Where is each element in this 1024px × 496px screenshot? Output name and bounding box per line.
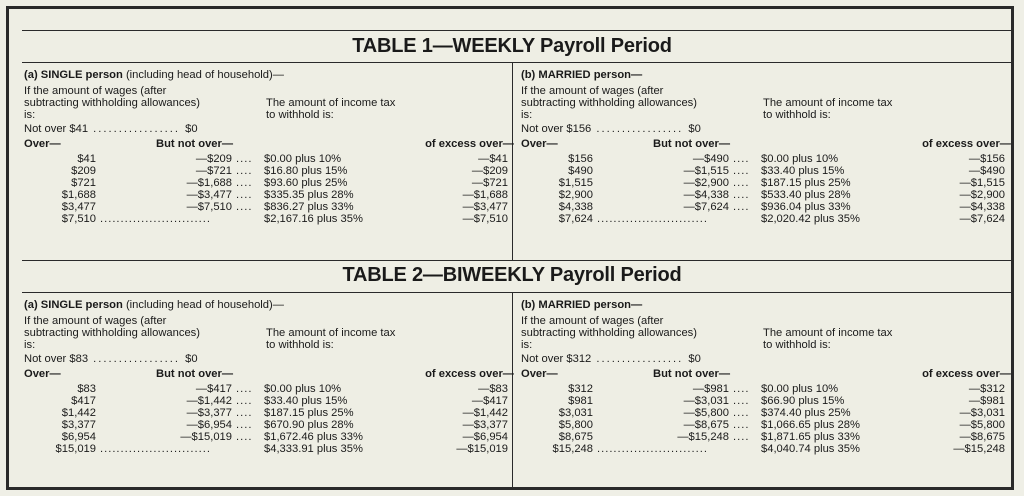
table-row	[24, 395, 514, 407]
table-row	[24, 431, 514, 443]
row-but-not-over: —$8,675	[683, 419, 729, 431]
table-row	[521, 407, 1011, 419]
row-excess: —$981	[968, 395, 1005, 407]
t2-married-wage-label: If the amount of wages (after subtracting withholding allowances) is:	[521, 315, 697, 351]
row-excess: —$417	[471, 395, 508, 407]
table-row	[521, 443, 1011, 455]
row-but-not-over: —$1,515	[683, 165, 729, 177]
row-over: $15,019	[55, 443, 96, 455]
row-over: $3,031	[558, 407, 593, 419]
table1-title: TABLE 1—WEEKLY Payroll Period	[352, 35, 672, 57]
dot-leader: ....	[733, 201, 750, 213]
row-but-not-over: —$417	[195, 383, 232, 395]
t2-single-not-over-tax: $0	[185, 353, 198, 365]
row-excess: —$3,477	[462, 201, 508, 213]
row-but-not-over: —$7,624	[683, 201, 729, 213]
dot-leader: ....	[236, 431, 253, 443]
dot-leader: ....	[236, 407, 253, 419]
table-row	[24, 177, 514, 189]
t1-single-heading-bold: (a) SINGLE person	[24, 69, 123, 81]
t2-single-heading-bold: (a) SINGLE person	[24, 299, 123, 311]
row-excess: —$1,442	[462, 407, 508, 419]
row-tax: $1,871.65 plus 33%	[761, 431, 860, 443]
t2-married-col-over: Over—	[521, 368, 558, 380]
table-row	[24, 383, 514, 395]
row-but-not-over: —$3,031	[683, 395, 729, 407]
table-row	[24, 153, 514, 165]
table-row	[521, 395, 1011, 407]
row-excess: —$3,031	[959, 407, 1005, 419]
dot-leader: ....	[733, 153, 750, 165]
row-excess: —$490	[968, 165, 1005, 177]
row-tax: $93.60 plus 25%	[264, 177, 348, 189]
table-row	[521, 177, 1011, 189]
table-row	[24, 443, 514, 455]
dot-leader: .................	[591, 353, 689, 365]
t2-married-heading-bold: (b) MARRIED person—	[521, 299, 643, 311]
dot-leader: ....	[236, 189, 253, 201]
row-but-not-over: —$15,019	[180, 431, 232, 443]
row-tax: $836.27 plus 33%	[264, 201, 354, 213]
t1-married-not-over-row	[521, 123, 701, 135]
row-but-not-over: —$5,800	[683, 407, 729, 419]
t1-single-tax-label: The amount of income tax to withhold is:	[266, 97, 396, 121]
row-tax: $1,066.65 plus 28%	[761, 419, 860, 431]
dot-leader: ....	[733, 419, 750, 431]
row-but-not-over: —$2,900	[683, 177, 729, 189]
t1-single-col-excess: of excess over—	[425, 138, 514, 150]
table2-title: TABLE 2—BIWEEKLY Payroll Period	[342, 264, 682, 286]
row-over: $3,477	[61, 201, 96, 213]
dot-leader: ...........................	[100, 213, 211, 225]
t2-single-panel	[24, 299, 514, 484]
row-excess: —$1,515	[959, 177, 1005, 189]
dot-leader: ....	[733, 395, 750, 407]
row-over: $721	[71, 177, 96, 189]
t2-married-panel	[521, 299, 1011, 484]
row-over: $417	[71, 395, 96, 407]
row-but-not-over: —$1,442	[186, 395, 232, 407]
row-but-not-over: —$3,377	[186, 407, 232, 419]
row-but-not-over: —$490	[692, 153, 729, 165]
table1-top-rule	[22, 30, 1014, 31]
row-tax: $533.40 plus 28%	[761, 189, 851, 201]
row-excess: —$209	[471, 165, 508, 177]
row-over: $2,900	[558, 189, 593, 201]
t2-married-rows	[521, 383, 1011, 455]
row-tax: $16.80 plus 15%	[264, 165, 348, 177]
row-tax: $1,672.46 plus 33%	[264, 431, 363, 443]
row-excess: —$41	[478, 153, 508, 165]
row-but-not-over: —$721	[195, 165, 232, 177]
table1-title-rule	[22, 62, 1014, 63]
table-row	[24, 419, 514, 431]
row-tax: $66.90 plus 15%	[761, 395, 845, 407]
t1-single-heading-rest: (including head of household)—	[122, 69, 284, 81]
row-but-not-over: —$4,338	[683, 189, 729, 201]
row-but-not-over: —$15,248	[677, 431, 729, 443]
t1-married-heading-bold: (b) MARRIED person—	[521, 69, 643, 81]
row-over: $1,515	[558, 177, 593, 189]
t2-married-not-over-label: Not over $312	[521, 353, 592, 365]
row-but-not-over: —$209	[195, 153, 232, 165]
row-excess: —$6,954	[462, 431, 508, 443]
row-over: $312	[568, 383, 593, 395]
t1-married-heading	[521, 69, 1011, 81]
row-over: $156	[568, 153, 593, 165]
table2-top-rule	[22, 260, 1014, 261]
dot-leader: .................	[88, 353, 186, 365]
dot-leader: .................	[591, 123, 689, 135]
t1-married-tax-label: The amount of income tax to withhold is:	[763, 97, 893, 121]
t1-married-col-over: Over—	[521, 138, 558, 150]
table-row	[521, 189, 1011, 201]
t1-single-heading	[24, 69, 514, 81]
dot-leader: ....	[236, 153, 253, 165]
row-over: $5,800	[558, 419, 593, 431]
row-tax: $187.15 plus 25%	[264, 407, 354, 419]
row-but-not-over: —$3,477	[186, 189, 232, 201]
row-but-not-over: —$6,954	[186, 419, 232, 431]
row-tax: $0.00 plus 10%	[761, 383, 839, 395]
t1-single-not-over-label: Not over $41	[24, 123, 89, 135]
dot-leader: .................	[88, 123, 186, 135]
t2-single-not-over-row	[24, 353, 198, 365]
row-tax: $335.35 plus 28%	[264, 189, 354, 201]
table-row	[24, 201, 514, 213]
row-tax: $2,020.42 plus 35%	[761, 213, 860, 225]
t2-single-heading-rest: (including head of household)—	[122, 299, 284, 311]
row-excess: —$156	[968, 153, 1005, 165]
t1-single-wage-label: If the amount of wages (after subtracting withholding allowances) is:	[24, 85, 200, 121]
t2-married-tax-label: The amount of income tax to withhold is:	[763, 327, 893, 351]
table2-title-rule	[22, 292, 1014, 293]
row-tax: $2,167.16 plus 35%	[264, 213, 363, 225]
t1-single-col-over: Over—	[24, 138, 61, 150]
table-row	[521, 201, 1011, 213]
row-over: $209	[71, 165, 96, 177]
dot-leader: ....	[733, 383, 750, 395]
dot-leader: ....	[236, 165, 253, 177]
t1-married-col-excess: of excess over—	[922, 138, 1011, 150]
row-but-not-over: —$981	[692, 383, 729, 395]
row-excess: —$7,510	[462, 213, 508, 225]
row-tax: $936.04 plus 33%	[761, 201, 851, 213]
t2-married-not-over-row	[521, 353, 701, 365]
table-row	[521, 431, 1011, 443]
t1-single-panel	[24, 69, 514, 254]
row-over: $7,624	[558, 213, 593, 225]
t2-single-col-over: Over—	[24, 368, 61, 380]
t1-single-not-over-row	[24, 123, 198, 135]
row-excess: —$83	[478, 383, 508, 395]
row-tax: $670.90 plus 28%	[264, 419, 354, 431]
row-over: $1,442	[61, 407, 96, 419]
table2-bottom-rule	[22, 489, 1014, 490]
table-row	[521, 153, 1011, 165]
dot-leader: ....	[236, 201, 253, 213]
row-excess: —$4,338	[959, 201, 1005, 213]
row-over: $1,688	[61, 189, 96, 201]
dot-leader: ....	[236, 383, 253, 395]
t2-single-col-but-not-over: But not over—	[156, 368, 234, 380]
dot-leader: ....	[733, 407, 750, 419]
t1-single-col-but-not-over: But not over—	[156, 138, 234, 150]
row-excess: —$15,019	[456, 443, 508, 455]
t2-married-heading	[521, 299, 1011, 311]
t2-single-col-excess: of excess over—	[425, 368, 514, 380]
row-excess: —$3,377	[462, 419, 508, 431]
dot-leader: ....	[733, 189, 750, 201]
dot-leader: ...........................	[597, 443, 708, 455]
row-tax: $187.15 plus 25%	[761, 177, 851, 189]
row-excess: —$7,624	[959, 213, 1005, 225]
row-excess: —$312	[968, 383, 1005, 395]
table-row	[24, 189, 514, 201]
row-tax: $0.00 plus 10%	[761, 153, 839, 165]
table-row	[521, 165, 1011, 177]
t2-married-col-but-not-over: But not over—	[653, 368, 731, 380]
row-excess: —$5,800	[959, 419, 1005, 431]
dot-leader: ....	[733, 165, 750, 177]
t1-married-rows	[521, 153, 1011, 225]
table-row	[24, 407, 514, 419]
t2-married-col-excess: of excess over—	[922, 368, 1011, 380]
t1-married-col-but-not-over: But not over—	[653, 138, 731, 150]
t2-single-not-over-label: Not over $83	[24, 353, 89, 365]
t1-married-not-over-tax: $0	[688, 123, 701, 135]
t2-married-not-over-tax: $0	[688, 353, 701, 365]
row-tax: $0.00 plus 10%	[264, 383, 342, 395]
t1-married-wage-label: If the amount of wages (after subtracting withholding allowances) is:	[521, 85, 697, 121]
t1-married-panel	[521, 69, 1011, 254]
t1-single-rows	[24, 153, 514, 225]
row-but-not-over: —$1,688	[186, 177, 232, 189]
row-tax: $4,333.91 plus 35%	[264, 443, 363, 455]
t1-single-not-over-tax: $0	[185, 123, 198, 135]
row-tax: $33.40 plus 15%	[761, 165, 845, 177]
row-over: $490	[568, 165, 593, 177]
dot-leader: ....	[236, 177, 253, 189]
row-tax: $33.40 plus 15%	[264, 395, 348, 407]
row-excess: —$8,675	[959, 431, 1005, 443]
dot-leader: ....	[733, 431, 750, 443]
dot-leader: ....	[236, 395, 253, 407]
row-tax: $374.40 plus 25%	[761, 407, 851, 419]
dot-leader: ...........................	[597, 213, 708, 225]
row-over: $3,377	[61, 419, 96, 431]
dot-leader: ....	[733, 177, 750, 189]
row-over: $41	[77, 153, 96, 165]
dot-leader: ....	[236, 419, 253, 431]
t1-married-not-over-label: Not over $156	[521, 123, 592, 135]
table-row	[521, 213, 1011, 225]
row-over: $981	[568, 395, 593, 407]
row-tax: $4,040.74 plus 35%	[761, 443, 860, 455]
row-over: $6,954	[61, 431, 96, 443]
row-over: $15,248	[552, 443, 593, 455]
table-row	[521, 419, 1011, 431]
row-over: $7,510	[61, 213, 96, 225]
row-but-not-over: —$7,510	[186, 201, 232, 213]
row-over: $83	[77, 383, 96, 395]
row-tax: $0.00 plus 10%	[264, 153, 342, 165]
table-row	[24, 165, 514, 177]
t2-single-wage-label: If the amount of wages (after subtracting withholding allowances) is:	[24, 315, 200, 351]
t2-single-tax-label: The amount of income tax to withhold is:	[266, 327, 396, 351]
dot-leader: ...........................	[100, 443, 211, 455]
row-excess: —$721	[471, 177, 508, 189]
t2-single-rows	[24, 383, 514, 455]
table-row	[24, 213, 514, 225]
row-excess: —$2,900	[959, 189, 1005, 201]
row-excess: —$15,248	[953, 443, 1005, 455]
table-row	[521, 383, 1011, 395]
row-over: $4,338	[558, 201, 593, 213]
row-excess: —$1,688	[462, 189, 508, 201]
row-over: $8,675	[558, 431, 593, 443]
t2-single-heading	[24, 299, 514, 311]
